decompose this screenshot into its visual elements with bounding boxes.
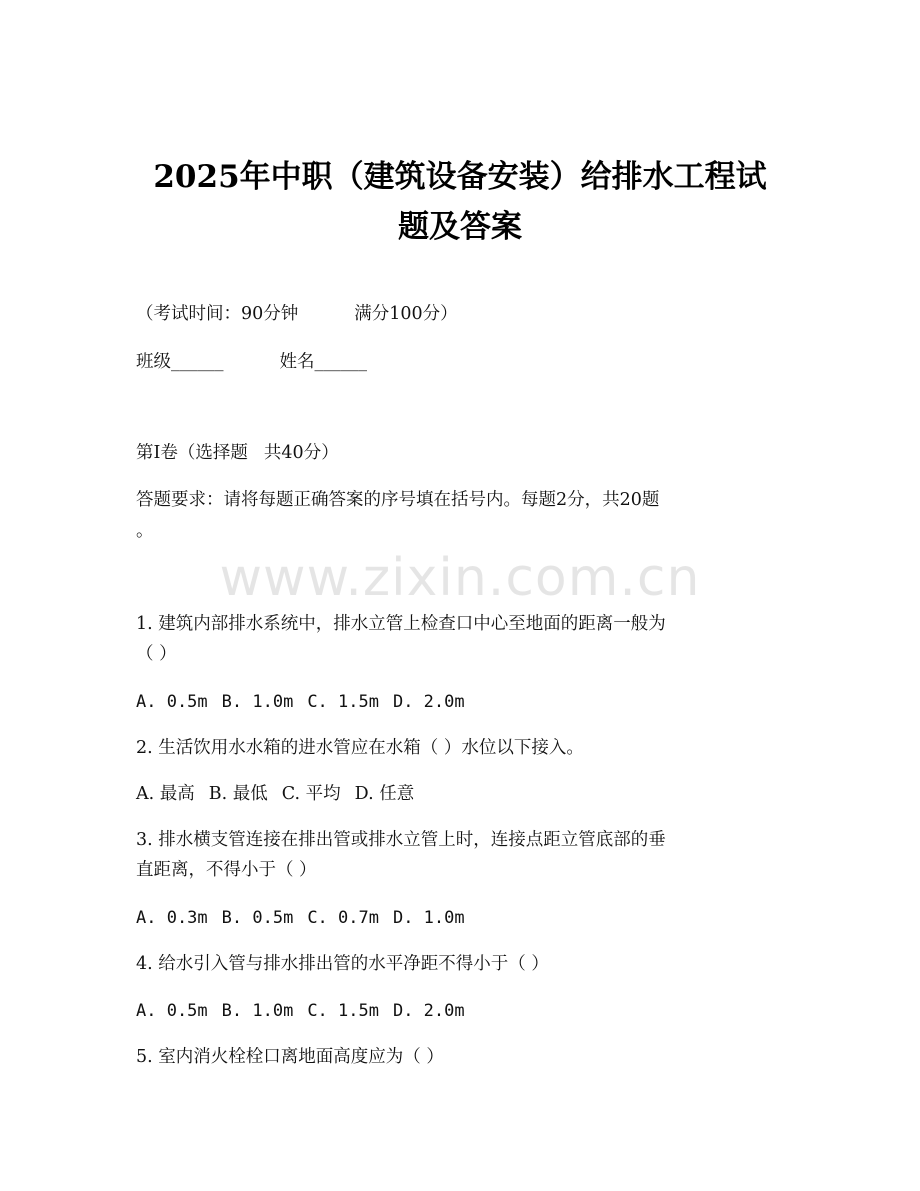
- question-1-option-c: C. 1.5m: [307, 692, 379, 712]
- question-3-stem-line-1: 3. 排水横支管连接在排出管或排水立管上时，连接点距立管底部的垂: [136, 830, 666, 850]
- question-4-option-c: C. 1.5m: [307, 1001, 379, 1021]
- question-3-options: [136, 907, 786, 929]
- question-4-options: [136, 1000, 786, 1022]
- question-4-stem-line-1: 4. 给水引入管与排水排出管的水平净距不得小于（ ）: [136, 954, 549, 974]
- section-points: 共40分）: [263, 443, 339, 463]
- question-4-option-d: D. 2.0m: [392, 1001, 465, 1021]
- section-title: 第I卷（选择题: [136, 443, 248, 463]
- question-2-option-d: D. 任意: [354, 784, 415, 804]
- question-3-option-b: B. 0.5m: [221, 908, 294, 928]
- watermark: www.zixin.com.cn: [219, 548, 701, 608]
- question-3-stem-line-2: 直距离，不得小于（ ）: [136, 860, 317, 880]
- question-1-stem-line-1: 1. 建筑内部排水系统中，排水立管上检查口中心至地面的距离一般为: [136, 614, 666, 634]
- question-1-option-b: B. 1.0m: [221, 692, 294, 712]
- question-2-option-a: A. 最高: [136, 784, 195, 804]
- exam-info: [136, 303, 786, 325]
- question-2-stem-line-1: 2. 生活饮用水水箱的进水管应在水箱（ ）水位以下接入。: [136, 738, 584, 758]
- question-5-stem-line-1: 5. 室内消火栓栓口离地面高度应为（ ）: [136, 1047, 444, 1067]
- question-4-option-a: A. 0.5m: [136, 1001, 208, 1021]
- question-1-stem-line-2: （ ）: [136, 644, 177, 664]
- question-3-option-d: D. 1.0m: [392, 908, 465, 928]
- section-instructions-line-1: 答题要求：请将每题正确答案的序号填在括号内。每题2分，共20题: [136, 490, 660, 510]
- question-4-option-b: B. 1.0m: [221, 1001, 294, 1021]
- student-info: [136, 351, 786, 373]
- question-3-option-a: A. 0.3m: [136, 908, 208, 928]
- section-heading: [136, 442, 786, 464]
- document-title-line-1: 2025年中职（建筑设备安装）给排水工程试: [153, 159, 767, 195]
- question-1-options: [136, 691, 786, 713]
- exam-time: （考试时间：90分钟: [136, 304, 299, 324]
- document-title-line-2: 题及答案: [398, 209, 522, 245]
- class-field: 班级______: [136, 352, 224, 372]
- section-instructions-line-2: 。: [136, 521, 154, 541]
- question-1-option-a: A. 0.5m: [136, 692, 208, 712]
- exam-score: 满分100分）: [354, 304, 458, 324]
- question-2-option-c: C. 平均: [281, 784, 341, 804]
- question-1-option-d: D. 2.0m: [392, 692, 465, 712]
- name-field: 姓名______: [279, 352, 367, 372]
- question-3-option-c: C. 0.7m: [307, 908, 379, 928]
- question-2-option-b: B. 最低: [208, 784, 268, 804]
- question-2-options: [136, 783, 786, 805]
